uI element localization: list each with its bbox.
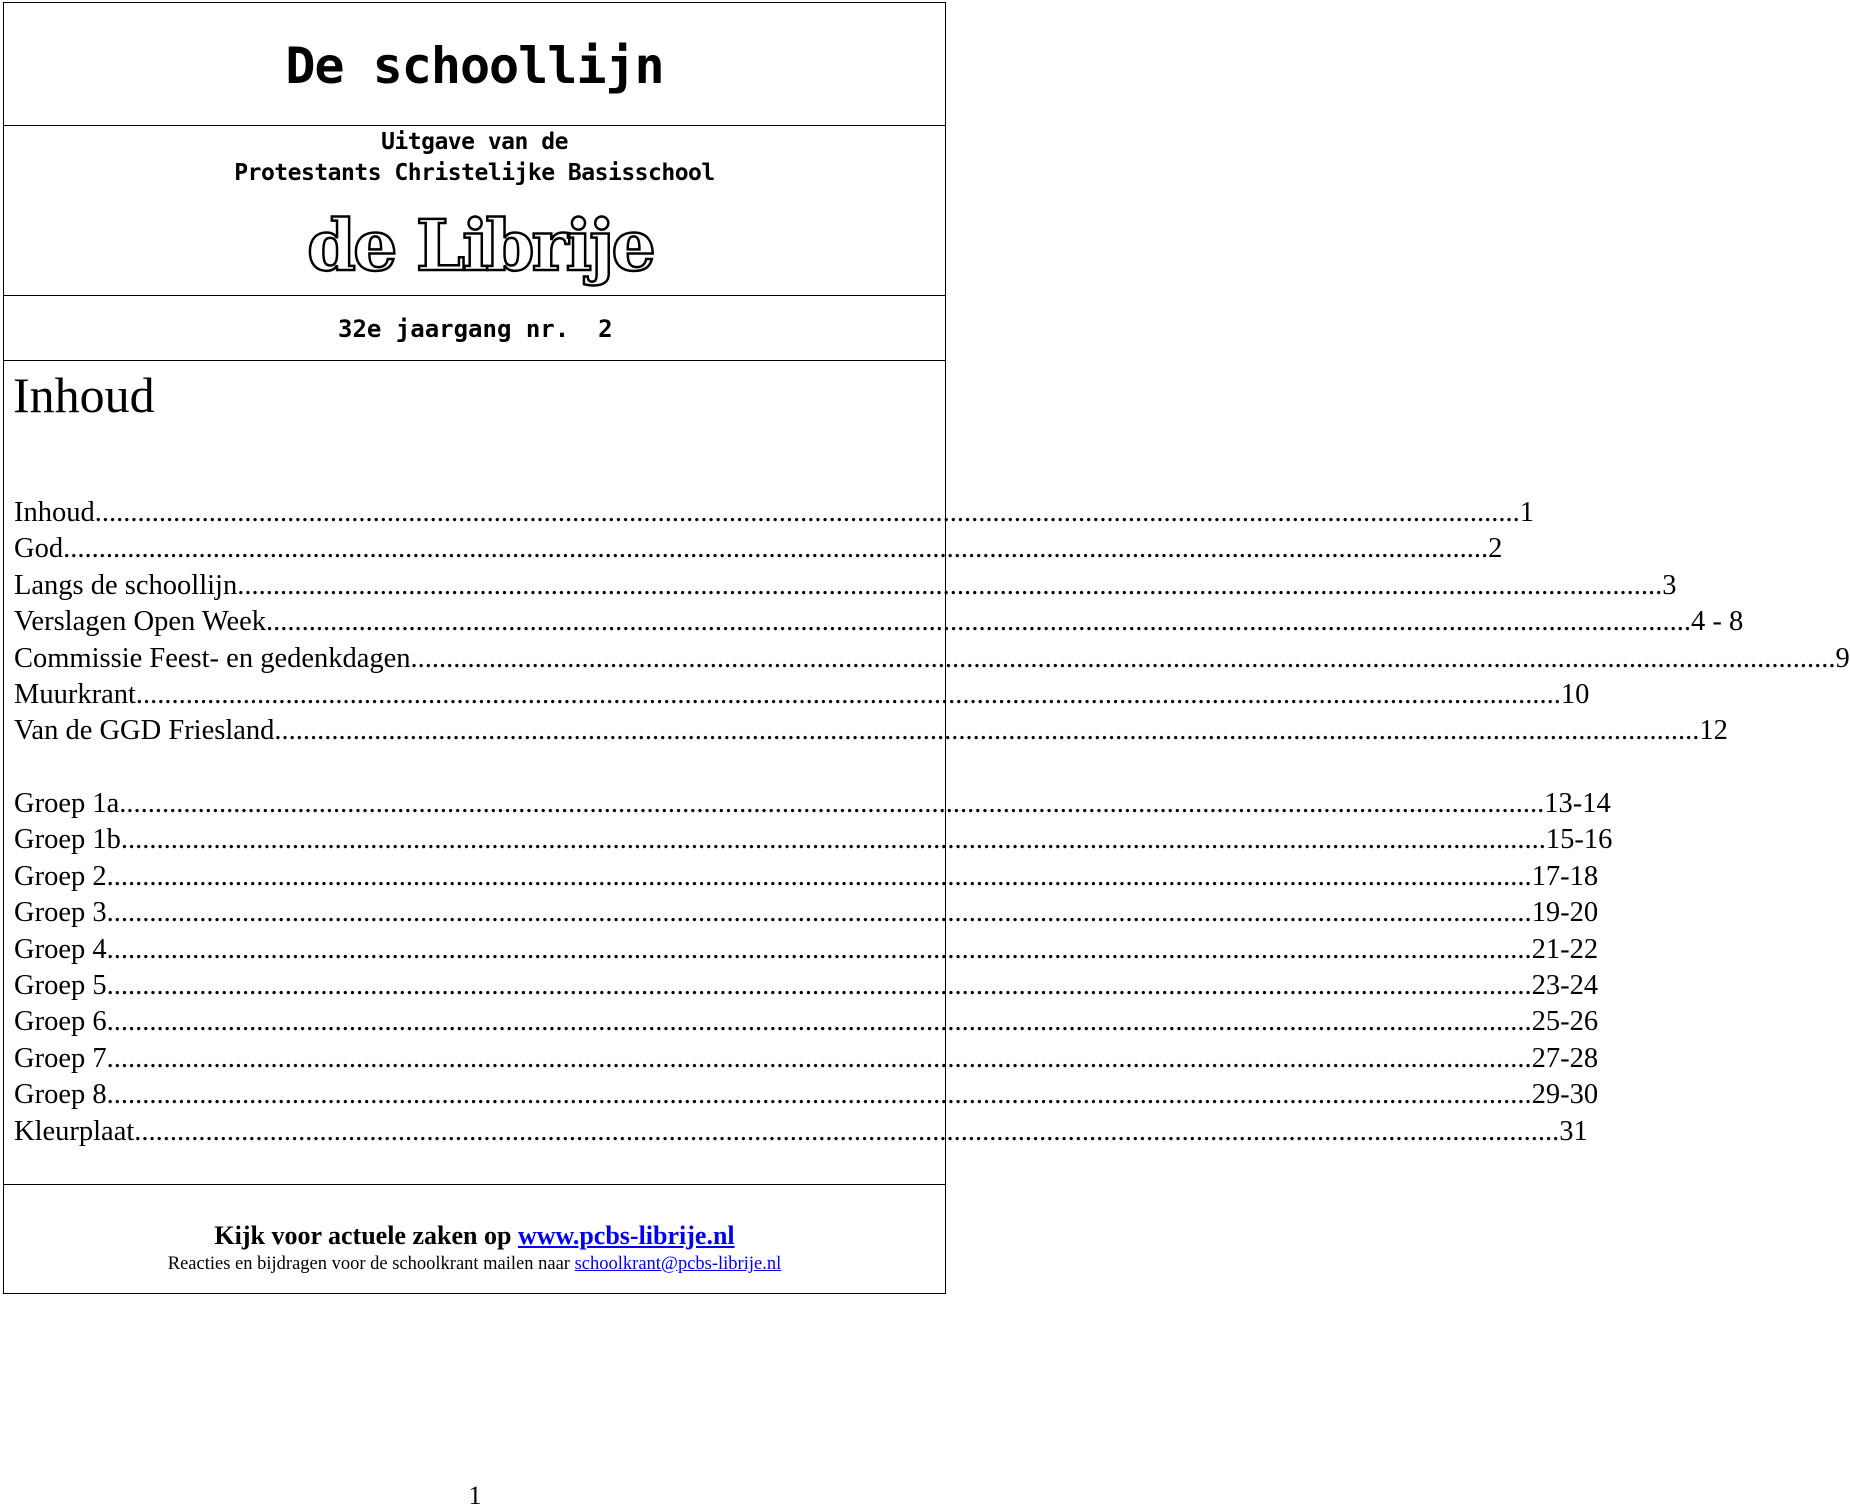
toc-entry-page: 17-18 [1531, 860, 1599, 892]
divider [4, 295, 945, 296]
toc-entry-label: Groep 4 [14, 933, 107, 965]
toc-entry-page: 19-20 [1531, 897, 1599, 929]
toc-leader-dots: ........................................................................................................................................................................................................ [106, 1042, 1532, 1074]
toc-entry-label: Inhoud [14, 497, 95, 528]
toc-entry-label: Groep 6 [14, 1006, 107, 1038]
subtitle-line1: Uitgave van de [381, 129, 568, 155]
toc-leader-dots: ........................................................................................................................................................................................................ [106, 897, 1532, 929]
toc-entry-label: Groep 1b [14, 824, 121, 856]
toc-leader-dots: ........................................................................................................................................................................................................ [106, 933, 1532, 965]
toc-entry-label: Groep 5 [14, 969, 107, 1001]
toc-leader-dots: ........................................................................................................................................................................................................ [120, 824, 1546, 856]
toc-entry[interactable] [14, 1004, 1599, 1040]
toc-entry-page: 2 [1488, 533, 1503, 565]
toc-entry[interactable] [14, 604, 1744, 640]
toc-entry-label: Groep 7 [14, 1042, 107, 1074]
toc-entry[interactable] [14, 531, 1503, 567]
toc-entry[interactable] [14, 822, 1613, 858]
toc-leader-dots: ........................................................................................................................................................................................................ [119, 788, 1545, 819]
toc-entry-page: 31 [1559, 1115, 1588, 1147]
toc-entry-page: 12 [1699, 715, 1728, 747]
toc-entry[interactable] [14, 495, 1534, 531]
contact-line [4, 1252, 945, 1276]
subtitle-line2: Protestants Christelijke Basisschool [234, 160, 715, 186]
toc-leader-dots: ........................................................................................................................................................................................................ [106, 1006, 1532, 1038]
toc-entry[interactable] [14, 677, 1590, 713]
toc-entry[interactable] [14, 1114, 1588, 1150]
toc-entry-label: Van de GGD Friesland [14, 715, 275, 747]
toc-entry-page: 25-26 [1531, 1006, 1599, 1038]
issue-number: 32e jaargang nr. 2 [338, 315, 613, 343]
toc-leader-dots: ........................................................................................................................................................................................................ [134, 1115, 1560, 1147]
contact-text: Reacties en bijdragen voor de schoolkrant mailen naar [167, 1254, 575, 1274]
toc-entry-page: 29-30 [1531, 1079, 1599, 1111]
toc-entry[interactable] [14, 1077, 1599, 1113]
page-number: 1 [468, 1481, 482, 1510]
toc-entry-page: 15-16 [1545, 824, 1613, 856]
toc-entry-page: 13-14 [1544, 788, 1611, 819]
toc-entry-label: Langs de schoollijn [14, 569, 238, 601]
toc-entry[interactable] [14, 968, 1599, 1004]
toc-entry-label: Groep 2 [14, 860, 107, 892]
toc-leader-dots: ........................................................................................................................................................................................................ [266, 606, 1692, 638]
toc-entry-label: Groep 1a [14, 788, 120, 819]
toc-list-groups [14, 786, 1613, 1150]
toc-leader-dots: ........................................................................................................................................................................................................ [135, 678, 1561, 710]
toc-entry-page: 3 [1662, 569, 1677, 601]
toc-entry-label: Groep 3 [14, 897, 107, 929]
website-line [4, 1221, 945, 1251]
toc-leader-dots: ........................................................................................................................................................................................................ [237, 569, 1663, 601]
newsletter-title: De schoollijn [285, 37, 664, 95]
toc-heading: Inhoud [13, 367, 155, 423]
toc-entry[interactable] [14, 859, 1599, 895]
toc-leader-dots: ........................................................................................................................................................................................................ [63, 533, 1489, 565]
toc-leader-dots: ........................................................................................................................................................................................................ [106, 969, 1532, 1001]
school-logo [280, 195, 680, 295]
toc-entry-page: 23-24 [1531, 969, 1599, 1001]
website-text: Kijk voor actuele zaken op [214, 1221, 518, 1250]
toc-leader-dots: ........................................................................................................................................................................................................ [106, 860, 1532, 892]
toc-leader-dots: ........................................................................................................................................................................................................ [94, 497, 1520, 528]
divider [4, 1184, 945, 1185]
toc-entry[interactable] [14, 641, 1850, 677]
logo-text: de Librije [307, 204, 653, 287]
toc-entry[interactable] [14, 895, 1599, 931]
toc-entry-page: 4 - 8 [1691, 606, 1744, 638]
email-link[interactable]: schoolkrant@pcbs-librije.nl [574, 1254, 782, 1274]
website-link[interactable]: www.pcbs-librije.nl [517, 1221, 735, 1250]
divider [4, 360, 945, 361]
toc-entry-page: 21-22 [1531, 933, 1599, 965]
toc-entry-label: Verslagen Open Week [14, 606, 267, 638]
toc-leader-dots: ........................................................................................................................................................................................................ [410, 642, 1836, 674]
page-frame [3, 2, 1850, 1294]
toc-leader-dots: ........................................................................................................................................................................................................ [106, 1079, 1532, 1111]
toc-entry[interactable] [14, 713, 1728, 749]
toc-entry-page: 27-28 [1531, 1042, 1599, 1074]
toc-entry[interactable] [14, 932, 1599, 968]
toc-entry-label: Kleurplaat [14, 1115, 135, 1147]
toc-entry[interactable] [14, 568, 1677, 604]
toc-entry[interactable] [14, 786, 1611, 822]
toc-entry-page: 9 [1835, 642, 1850, 674]
toc-entry-label: God [14, 533, 64, 565]
divider [4, 125, 945, 126]
toc-entry-label: Muurkrant [14, 678, 136, 710]
toc-entry-label: Commissie Feest- en gedenkdagen [14, 642, 411, 674]
toc-entry-page: 1 [1519, 497, 1534, 528]
toc-entry-page: 10 [1560, 678, 1590, 710]
toc-entry[interactable] [14, 1041, 1599, 1077]
toc-entry-label: Groep 8 [14, 1079, 107, 1111]
toc-leader-dots: ........................................................................................................................................................................................................ [274, 715, 1700, 747]
toc-list [14, 495, 1850, 750]
